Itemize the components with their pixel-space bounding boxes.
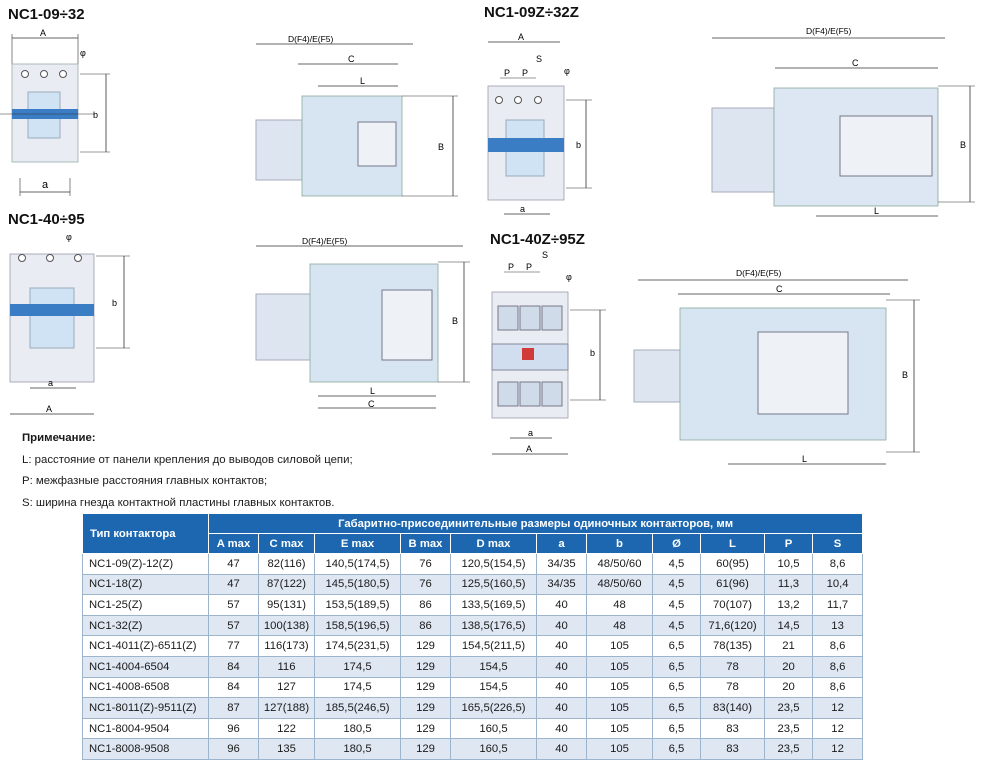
table-cell: 84 xyxy=(209,656,259,677)
table-cell: 34/35 xyxy=(537,554,587,575)
table-cell: 4,5 xyxy=(653,615,701,636)
table-body xyxy=(83,554,863,760)
table-cell: 105 xyxy=(587,718,653,739)
table-cell: 40 xyxy=(537,718,587,739)
drawing-nc1-09z-32z-front xyxy=(480,28,600,218)
table-cell: 12 xyxy=(813,698,863,719)
cell-contactor-type: NC1-8011(Z)-9511(Z) xyxy=(83,698,209,719)
column-header: a xyxy=(537,534,587,554)
svg-text:a: a xyxy=(520,204,526,214)
table-cell: 8,6 xyxy=(813,677,863,698)
column-header: Ø xyxy=(653,534,701,554)
table-cell: 129 xyxy=(401,677,451,698)
svg-text:A: A xyxy=(46,404,53,414)
table-row xyxy=(83,636,863,657)
svg-text:b: b xyxy=(93,110,99,120)
table-cell: 105 xyxy=(587,677,653,698)
table-cell: 6,5 xyxy=(653,677,701,698)
table-cell: 6,5 xyxy=(653,718,701,739)
svg-text:C: C xyxy=(348,54,355,64)
table-cell: 160,5 xyxy=(451,739,537,760)
table-cell: 145,5(180,5) xyxy=(315,574,401,595)
table-row xyxy=(83,739,863,760)
svg-text:L: L xyxy=(802,454,808,464)
drawing-nc1-40-95-side xyxy=(248,232,478,417)
svg-text:A: A xyxy=(526,444,533,454)
svg-text:C: C xyxy=(852,58,859,68)
table-cell: 76 xyxy=(401,574,451,595)
drawing-nc1-09-32-front xyxy=(0,28,120,203)
table-cell: 40 xyxy=(537,615,587,636)
table-cell: 10,5 xyxy=(765,554,813,575)
table-cell: 129 xyxy=(401,698,451,719)
table-cell: 185,5(246,5) xyxy=(315,698,401,719)
table-cell: 105 xyxy=(587,739,653,760)
table-cell: 133,5(169,5) xyxy=(451,595,537,616)
svg-text:P: P xyxy=(522,68,529,78)
table-cell: 40 xyxy=(537,739,587,760)
cell-contactor-type: NC1-18(Z) xyxy=(83,574,209,595)
svg-text:b: b xyxy=(590,348,596,358)
table-cell: 125,5(160,5) xyxy=(451,574,537,595)
svg-text:B: B xyxy=(438,142,445,152)
table-cell: 174,5(231,5) xyxy=(315,636,401,657)
cell-contactor-type: NC1-8008-9508 xyxy=(83,739,209,760)
svg-text:A: A xyxy=(518,32,525,42)
svg-text:C: C xyxy=(776,284,783,294)
table-cell: 57 xyxy=(209,615,259,636)
svg-text:B: B xyxy=(452,316,459,326)
table-cell: 135 xyxy=(259,739,315,760)
svg-text:L: L xyxy=(360,76,366,86)
table-cell: 138,5(176,5) xyxy=(451,615,537,636)
table-cell: 129 xyxy=(401,656,451,677)
table-cell: 83 xyxy=(701,739,765,760)
table-cell: 153,5(189,5) xyxy=(315,595,401,616)
table-cell: 82(116) xyxy=(259,554,315,575)
table-cell: 60(95) xyxy=(701,554,765,575)
svg-text:φ: φ xyxy=(566,272,572,282)
table-cell: 154,5 xyxy=(451,656,537,677)
table-cell: 23,5 xyxy=(765,718,813,739)
note-heading: Примечание: xyxy=(22,432,96,444)
table-cell: 4,5 xyxy=(653,595,701,616)
table-cell: 48 xyxy=(587,595,653,616)
table-cell: 40 xyxy=(537,698,587,719)
cell-contactor-type: NC1-4008-6508 xyxy=(83,677,209,698)
column-header: P xyxy=(765,534,813,554)
svg-text:φ: φ xyxy=(564,66,570,76)
column-header: b xyxy=(587,534,653,554)
table-cell: 6,5 xyxy=(653,636,701,657)
svg-text:L: L xyxy=(874,206,880,216)
table-cell: 12 xyxy=(813,739,863,760)
table-row xyxy=(83,677,863,698)
cell-contactor-type: NC1-4004-6504 xyxy=(83,656,209,677)
table-cell: 20 xyxy=(765,656,813,677)
svg-text:b: b xyxy=(576,140,582,150)
table-cell: 40 xyxy=(537,656,587,677)
svg-text:φ: φ xyxy=(66,232,72,242)
table-cell: 116(173) xyxy=(259,636,315,657)
table-cell: 154,5 xyxy=(451,677,537,698)
svg-text:B: B xyxy=(902,370,909,380)
table-cell: 71,6(120) xyxy=(701,615,765,636)
table-cell: 174,5 xyxy=(315,677,401,698)
table-cell: 86 xyxy=(401,595,451,616)
table-row xyxy=(83,595,863,616)
table-cell: 13,2 xyxy=(765,595,813,616)
note-line-s: S: ширина гнезда контактной пластины главных контактов. xyxy=(22,496,335,509)
svg-text:C: C xyxy=(368,399,375,409)
table-cell: 40 xyxy=(537,636,587,657)
svg-text:D(F4)/E(F5): D(F4)/E(F5) xyxy=(288,34,334,44)
drawing-nc1-09z-32z-side xyxy=(700,26,980,226)
table-row xyxy=(83,574,863,595)
svg-text:P: P xyxy=(504,68,511,78)
cell-contactor-type: NC1-32(Z) xyxy=(83,615,209,636)
drawing-nc1-40z-95z-side xyxy=(628,268,928,468)
svg-text:a: a xyxy=(48,378,54,388)
cell-contactor-type: NC1-4011(Z)-6511(Z) xyxy=(83,636,209,657)
table-cell: 4,5 xyxy=(653,554,701,575)
table-cell: 47 xyxy=(209,574,259,595)
table-row xyxy=(83,615,863,636)
column-header: D max xyxy=(451,534,537,554)
column-header: A max xyxy=(209,534,259,554)
table-cell: 120,5(154,5) xyxy=(451,554,537,575)
svg-text:A: A xyxy=(40,28,47,38)
table-cell: 78(135) xyxy=(701,636,765,657)
table-cell: 10,4 xyxy=(813,574,863,595)
table-cell: 13 xyxy=(813,615,863,636)
table-cell: 127(188) xyxy=(259,698,315,719)
table-cell: 105 xyxy=(587,656,653,677)
table-cell: 8,6 xyxy=(813,636,863,657)
table-cell: 129 xyxy=(401,739,451,760)
column-header: C max xyxy=(259,534,315,554)
svg-text:φ: φ xyxy=(80,48,86,58)
column-header: E max xyxy=(315,534,401,554)
dimensions-table xyxy=(82,513,863,760)
svg-text:L: L xyxy=(370,386,376,396)
svg-text:D(F4)/E(F5): D(F4)/E(F5) xyxy=(736,268,782,278)
table-cell: 70(107) xyxy=(701,595,765,616)
table-cell: 95(131) xyxy=(259,595,315,616)
table-cell: 83(140) xyxy=(701,698,765,719)
table-row xyxy=(83,554,863,575)
table-cell: 40 xyxy=(537,595,587,616)
table-cell: 61(96) xyxy=(701,574,765,595)
title-nc1-09-32: NC1-09÷32 xyxy=(8,6,85,23)
table-cell: 127 xyxy=(259,677,315,698)
table-cell: 96 xyxy=(209,739,259,760)
note-line-p: P: межфазные расстояния главных контактов; xyxy=(22,475,268,487)
cell-contactor-type: NC1-8004-9504 xyxy=(83,718,209,739)
drawing-nc1-09-32-side xyxy=(248,30,468,205)
table-cell: 8,6 xyxy=(813,656,863,677)
table-cell: 21 xyxy=(765,636,813,657)
svg-text:P: P xyxy=(526,262,533,272)
table-cell: 96 xyxy=(209,718,259,739)
table-cell: 165,5(226,5) xyxy=(451,698,537,719)
table-cell: 100(138) xyxy=(259,615,315,636)
header-group: Габаритно-присоединительные размеры одиночных контакторов, мм xyxy=(209,514,863,534)
table-cell: 83 xyxy=(701,718,765,739)
column-header: S xyxy=(813,534,863,554)
table-cell: 23,5 xyxy=(765,698,813,719)
table-cell: 116 xyxy=(259,656,315,677)
cell-contactor-type: NC1-25(Z) xyxy=(83,595,209,616)
svg-text:P: P xyxy=(508,262,515,272)
svg-text:S: S xyxy=(542,250,549,260)
svg-text:S: S xyxy=(536,54,543,64)
table-cell: 34/35 xyxy=(537,574,587,595)
table-cell: 174,5 xyxy=(315,656,401,677)
table-cell: 140,5(174,5) xyxy=(315,554,401,575)
table-cell: 84 xyxy=(209,677,259,698)
table-cell: 48 xyxy=(587,615,653,636)
table-cell: 76 xyxy=(401,554,451,575)
svg-text:D(F4)/E(F5): D(F4)/E(F5) xyxy=(302,236,348,246)
table-cell: 77 xyxy=(209,636,259,657)
table-cell: 87 xyxy=(209,698,259,719)
table-cell: 6,5 xyxy=(653,698,701,719)
cell-contactor-type: NC1-09(Z)-12(Z) xyxy=(83,554,209,575)
table-cell: 87(122) xyxy=(259,574,315,595)
table-cell: 47 xyxy=(209,554,259,575)
table-cell: 122 xyxy=(259,718,315,739)
table-cell: 78 xyxy=(701,656,765,677)
table-cell: 105 xyxy=(587,636,653,657)
header-contactor-type: Тип контактора xyxy=(83,514,209,554)
svg-text:D(F4)/E(F5): D(F4)/E(F5) xyxy=(806,26,852,36)
table-cell: 129 xyxy=(401,636,451,657)
table-cell: 160,5 xyxy=(451,718,537,739)
column-header: L xyxy=(701,534,765,554)
svg-text:b: b xyxy=(112,298,118,308)
table-cell: 11,3 xyxy=(765,574,813,595)
table-cell: 23,5 xyxy=(765,739,813,760)
table-cell: 180,5 xyxy=(315,718,401,739)
drawing-nc1-40-95-front xyxy=(0,232,140,422)
title-nc1-09z-32z: NC1-09Z÷32Z xyxy=(484,4,579,21)
table-cell: 8,6 xyxy=(813,554,863,575)
note-line-l: L: расстояние от панели крепления до выводов силовой цепи; xyxy=(22,453,353,466)
table-cell: 57 xyxy=(209,595,259,616)
table-cell: 11,7 xyxy=(813,595,863,616)
table-cell: 6,5 xyxy=(653,656,701,677)
table-cell: 48/50/60 xyxy=(587,554,653,575)
note-block xyxy=(22,428,353,514)
table-cell: 86 xyxy=(401,615,451,636)
table-cell: 14,5 xyxy=(765,615,813,636)
table-cell: 78 xyxy=(701,677,765,698)
title-nc1-40-95: NC1-40÷95 xyxy=(8,211,85,228)
title-nc1-40z-95z: NC1-40Z÷95Z xyxy=(490,231,585,248)
table-cell: 180,5 xyxy=(315,739,401,760)
table-row xyxy=(83,656,863,677)
table-cell: 12 xyxy=(813,718,863,739)
svg-text:a: a xyxy=(528,428,534,438)
table-cell: 105 xyxy=(587,698,653,719)
table-cell: 6,5 xyxy=(653,739,701,760)
table-row xyxy=(83,718,863,739)
drawing-nc1-40z-95z-front xyxy=(486,250,616,460)
svg-text:B: B xyxy=(960,140,967,150)
table-cell: 48/50/60 xyxy=(587,574,653,595)
svg-text:a: a xyxy=(42,179,49,191)
table-cell: 129 xyxy=(401,718,451,739)
column-header: B max xyxy=(401,534,451,554)
table-cell: 20 xyxy=(765,677,813,698)
table-cell: 4,5 xyxy=(653,574,701,595)
table-row xyxy=(83,698,863,719)
table-cell: 154,5(211,5) xyxy=(451,636,537,657)
table-cell: 158,5(196,5) xyxy=(315,615,401,636)
table-cell: 40 xyxy=(537,677,587,698)
